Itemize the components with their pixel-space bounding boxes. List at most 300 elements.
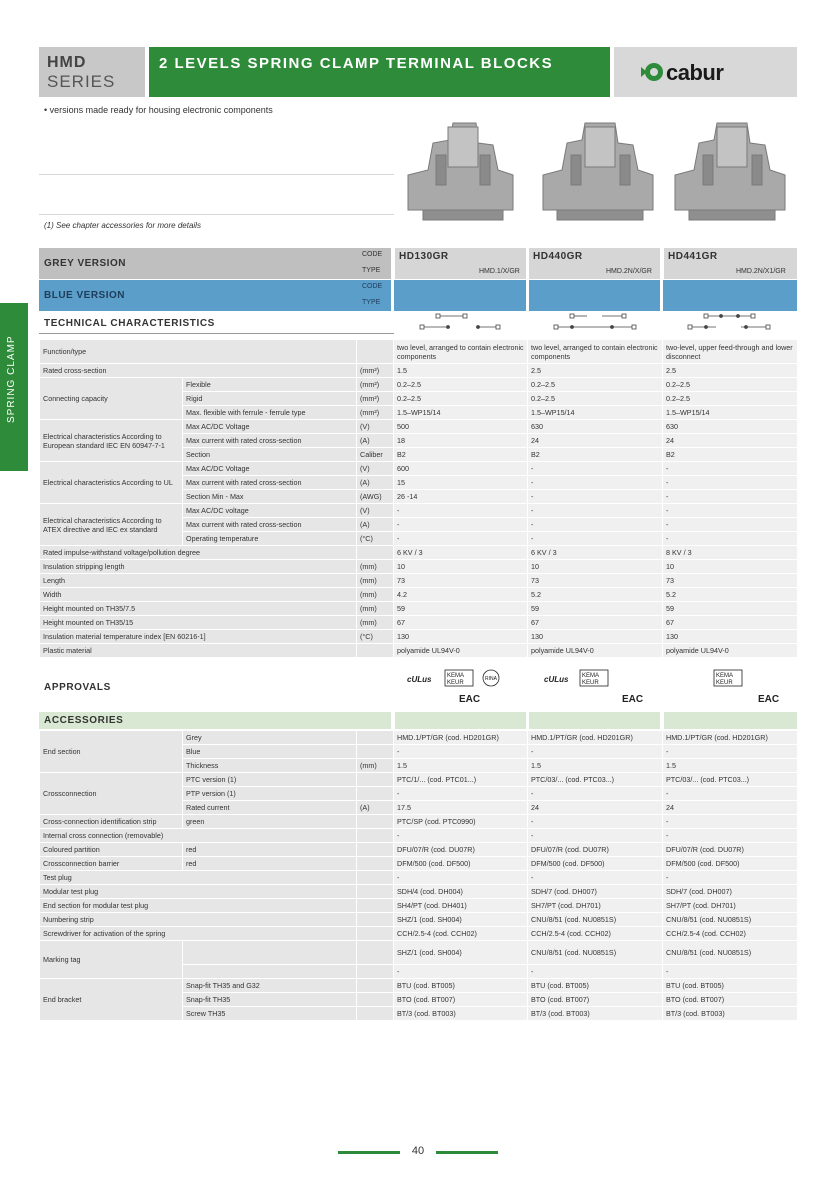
table-row	[40, 420, 798, 434]
cell-value: -	[663, 965, 798, 979]
table-row	[40, 504, 798, 518]
row-unit	[357, 644, 394, 658]
row-unit	[357, 731, 394, 745]
row-unit	[357, 871, 394, 885]
row-label: Insulation stripping length	[40, 560, 357, 574]
cell-value: PTC/1/... (cod. PTC01...)	[394, 773, 528, 787]
cell-value: SHZ/1 (cod. SH004)	[394, 913, 528, 927]
cell-value: HMD.1/PT/GR (cod. HD201GR)	[394, 731, 528, 745]
cell-value: 73	[663, 574, 798, 588]
series-box	[39, 47, 145, 97]
svg-text:EAC: EAC	[758, 694, 780, 705]
cell-value: 500	[394, 420, 528, 434]
brand-name: cabur	[666, 60, 724, 85]
cell-value: 24	[663, 434, 798, 448]
table-row	[40, 340, 798, 364]
side-tab-label: SPRING CLAMP	[6, 335, 17, 423]
cell-value: 18	[394, 434, 528, 448]
cell-value: DFM/500 (cod. DF500)	[528, 857, 663, 871]
series-word: SERIES	[47, 72, 116, 91]
row-unit	[357, 815, 394, 829]
row-sublabel: Max. flexible with ferrule - ferrule type	[183, 406, 357, 420]
row-label: Insulation material temperature index [EN 60216-1]	[40, 630, 357, 644]
cell-value: -	[663, 462, 798, 476]
row-sublabel	[183, 941, 357, 965]
cell-value: HMD.1/PT/GR (cod. HD201GR)	[528, 731, 663, 745]
cell-value: 17.5	[394, 801, 528, 815]
cell-value: BT/3 (cod. BT003)	[528, 1007, 663, 1021]
cell-value: B2	[663, 448, 798, 462]
product-code: HD441GR	[668, 251, 718, 262]
cell-value: B2	[528, 448, 663, 462]
row-label: Crossconnection barrier	[40, 857, 183, 871]
row-label: Marking tag	[40, 941, 183, 979]
row-unit: (mm²)	[357, 392, 394, 406]
footer-line	[338, 1151, 400, 1154]
cell-value: 0.2–2.5	[663, 392, 798, 406]
divider	[39, 174, 394, 175]
technical-title: TECHNICAL CHARACTERISTICS	[44, 318, 215, 329]
cell-value: 15	[394, 476, 528, 490]
row-unit	[357, 773, 394, 787]
cell-value: 10	[394, 560, 528, 574]
row-sublabel: Max current with rated cross-section	[183, 434, 357, 448]
row-label: Electrical characteristics According to ATEX directive and IEC ex standard	[40, 504, 183, 546]
row-unit	[357, 927, 394, 941]
cell-value: 5.2	[663, 588, 798, 602]
row-unit	[357, 899, 394, 913]
cell-value: -	[663, 490, 798, 504]
row-unit	[357, 913, 394, 927]
cell-value: -	[528, 871, 663, 885]
row-sublabel: Rigid	[183, 392, 357, 406]
cell-value: 10	[528, 560, 663, 574]
accessories-header	[39, 712, 797, 729]
row-unit	[357, 843, 394, 857]
cell-value: 59	[663, 602, 798, 616]
svg-text:KEUR: KEUR	[447, 680, 464, 686]
page-number: 40	[411, 1145, 425, 1157]
row-sublabel: Snap-fit TH35 and G32	[183, 979, 357, 993]
cell-value: 130	[394, 630, 528, 644]
cell-value: -	[663, 476, 798, 490]
row-unit: (A)	[357, 476, 394, 490]
cell-value: two level, arranged to contain electronic components	[394, 340, 528, 364]
row-label: Rated cross-section	[40, 364, 357, 378]
table-row	[40, 927, 798, 941]
cell-value: 1.5–WP15/14	[394, 406, 528, 420]
cell-value: 73	[394, 574, 528, 588]
divider	[39, 214, 394, 215]
table-row	[40, 546, 798, 560]
cell-value: 0.2–2.5	[394, 378, 528, 392]
cell-value: CCH/2.5-4 (cod. CCH02)	[528, 927, 663, 941]
bullet-note: • versions made ready for housing electronic components	[44, 105, 273, 115]
cell-value: -	[528, 476, 663, 490]
product-type: HMD.2N/X1/GR	[736, 268, 786, 275]
row-unit: (°C)	[357, 532, 394, 546]
table-row	[40, 857, 798, 871]
cell-value: 0.2–2.5	[528, 378, 663, 392]
table-row	[40, 588, 798, 602]
row-unit	[357, 546, 394, 560]
row-unit: (mm)	[357, 602, 394, 616]
cell-value: 0.2–2.5	[663, 378, 798, 392]
row-unit	[357, 941, 394, 965]
row-label: Cross-connection identification strip	[40, 815, 183, 829]
cell-value: -	[394, 871, 528, 885]
row-unit: (A)	[357, 518, 394, 532]
cell-value: -	[528, 518, 663, 532]
row-sublabel: green	[183, 815, 357, 829]
row-sublabel: red	[183, 843, 357, 857]
row-unit: Caliber	[357, 448, 394, 462]
schematic-icon	[418, 312, 508, 332]
cell-value: two level, arranged to contain electronic components	[528, 340, 663, 364]
cell-value: 6 KV / 3	[394, 546, 528, 560]
cell-value: BTO (cod. BT007)	[528, 993, 663, 1007]
side-tab	[0, 303, 28, 471]
row-unit	[357, 340, 394, 364]
table-row	[40, 644, 798, 658]
cell-value: 2.5	[528, 364, 663, 378]
row-sublabel: Max current with rated cross-section	[183, 518, 357, 532]
row-unit: (V)	[357, 504, 394, 518]
brand-logo	[614, 47, 797, 97]
cell-value: 24	[528, 801, 663, 815]
cell-value: SH7/PT (cod. DH701)	[528, 899, 663, 913]
cell-value: -	[528, 532, 663, 546]
table-row	[40, 913, 798, 927]
row-sublabel: Max AC/DC Voltage	[183, 462, 357, 476]
product-image-hd130gr	[398, 115, 523, 230]
cell-value: SDH/7 (cod. DH007)	[528, 885, 663, 899]
cell-value: CNU/8/51 (cod. NU0851S)	[663, 913, 798, 927]
row-sublabel: Blue	[183, 745, 357, 759]
row-label: Rated impulse-withstand voltage/pollution degree	[40, 546, 357, 560]
cell-value: polyamide UL94V-0	[528, 644, 663, 658]
cell-value: BTU (cod. BT005)	[394, 979, 528, 993]
certification-marks-icon	[540, 668, 644, 708]
row-label: Test plug	[40, 871, 357, 885]
row-sublabel: Max AC/DC Voltage	[183, 420, 357, 434]
cell-value: BTU (cod. BT005)	[528, 979, 663, 993]
svg-text:EAC: EAC	[459, 694, 481, 705]
row-unit: (A)	[357, 434, 394, 448]
cell-value: 10	[663, 560, 798, 574]
row-label: Height mounted on TH35/15	[40, 616, 357, 630]
footer-line	[436, 1151, 498, 1154]
row-label: Crossconnection	[40, 773, 183, 815]
svg-text:KEMA: KEMA	[582, 673, 600, 679]
cell-value: -	[394, 829, 528, 843]
product-code: HD130GR	[399, 251, 449, 262]
cell-value: -	[394, 504, 528, 518]
cell-value: -	[394, 518, 528, 532]
cell-value: 24	[528, 434, 663, 448]
cell-value: PTC/03/... (cod. PTC03...)	[528, 773, 663, 787]
cell-value: B2	[394, 448, 528, 462]
cabur-logo-icon	[614, 47, 797, 97]
cell-value: 2.5	[663, 364, 798, 378]
cell-value: -	[663, 829, 798, 843]
row-label: Length	[40, 574, 357, 588]
cell-value: -	[528, 745, 663, 759]
row-sublabel: red	[183, 857, 357, 871]
cell-value: -	[394, 965, 528, 979]
cell-value: CNU/8/51 (cod. NU0851S)	[663, 941, 798, 965]
code-label: CODE	[362, 251, 383, 258]
svg-text:RINA: RINA	[485, 676, 497, 682]
row-unit	[357, 787, 394, 801]
svg-text:KEUR: KEUR	[716, 680, 733, 686]
cell-value: 5.2	[528, 588, 663, 602]
cell-value: HMD.1/PT/GR (cod. HD201GR)	[663, 731, 798, 745]
row-label: Height mounted on TH35/7.5	[40, 602, 357, 616]
row-unit	[357, 1007, 394, 1021]
cell-value: DFU/07/R (cod. DU07R)	[394, 843, 528, 857]
cell-value: 1.5	[528, 759, 663, 773]
cell-value: -	[663, 745, 798, 759]
row-label: End section for modular test plug	[40, 899, 357, 913]
row-unit	[357, 745, 394, 759]
row-unit	[357, 857, 394, 871]
cell-value: CCH/2.5-4 (cod. CCH02)	[663, 927, 798, 941]
table-row	[40, 378, 798, 392]
cell-value: CCH/2.5-4 (cod. CCH02)	[394, 927, 528, 941]
table-row	[40, 574, 798, 588]
row-unit: (AWG)	[357, 490, 394, 504]
row-unit: (mm)	[357, 616, 394, 630]
cell-value: 0.2–2.5	[528, 392, 663, 406]
row-sublabel	[183, 965, 357, 979]
approvals-title: APPROVALS	[44, 682, 111, 693]
row-label: Connecting capacity	[40, 378, 183, 420]
product-code: HD440GR	[533, 251, 583, 262]
cell-value: -	[394, 745, 528, 759]
cell-value: CNU/8/51 (cod. NU0851S)	[528, 941, 663, 965]
cell-value: 59	[394, 602, 528, 616]
cell-value: -	[528, 462, 663, 476]
row-sublabel: Thickness	[183, 759, 357, 773]
row-unit: (mm)	[357, 574, 394, 588]
row-label: Plastic material	[40, 644, 357, 658]
cell-value: 630	[528, 420, 663, 434]
row-sublabel: Rated current	[183, 801, 357, 815]
row-unit: (V)	[357, 420, 394, 434]
row-sublabel: Flexible	[183, 378, 357, 392]
svg-text:cULus: cULus	[544, 675, 569, 684]
cell-value: -	[663, 504, 798, 518]
cell-value: DFU/07/R (cod. DU07R)	[528, 843, 663, 857]
svg-text:KEMA: KEMA	[447, 673, 465, 679]
row-label: Function/type	[40, 340, 357, 364]
cell-value: -	[663, 787, 798, 801]
cell-value: two-level, upper feed-through and lower disconnect	[663, 340, 798, 364]
row-label: Modular test plug	[40, 885, 357, 899]
cell-value: SHZ/1 (cod. SH004)	[394, 941, 528, 965]
cell-value: polyamide UL94V-0	[394, 644, 528, 658]
cell-value: -	[528, 787, 663, 801]
table-row	[40, 979, 798, 993]
cell-value: 59	[528, 602, 663, 616]
cell-value: -	[663, 815, 798, 829]
row-unit	[357, 829, 394, 843]
cell-value: BT/3 (cod. BT003)	[663, 1007, 798, 1021]
row-label: Coloured partition	[40, 843, 183, 857]
row-label: Electrical characteristics According to UL	[40, 462, 183, 504]
cell-value: DFM/500 (cod. DF500)	[663, 857, 798, 871]
product-type: HMD.1/X/GR	[479, 268, 520, 275]
row-sublabel: Grey	[183, 731, 357, 745]
cell-value: -	[528, 965, 663, 979]
row-sublabel: Screw TH35	[183, 1007, 357, 1021]
row-unit: (V)	[357, 462, 394, 476]
cell-value: 73	[528, 574, 663, 588]
product-image-hd440gr	[535, 115, 660, 230]
table-row	[40, 815, 798, 829]
table-row	[40, 364, 798, 378]
cell-value: 24	[663, 801, 798, 815]
accessories-title: ACCESSORIES	[44, 715, 124, 726]
cell-value: -	[528, 829, 663, 843]
type-label: TYPE	[362, 299, 381, 306]
cell-value: 0.2–2.5	[394, 392, 528, 406]
cell-value: 1.5–WP15/14	[663, 406, 798, 420]
schematic-icon	[686, 312, 776, 332]
row-label: End bracket	[40, 979, 183, 1021]
row-unit: (mm)	[357, 560, 394, 574]
type-label: TYPE	[362, 267, 381, 274]
cell-value: -	[663, 518, 798, 532]
cell-value: -	[528, 504, 663, 518]
cell-value: 8 KV / 3	[663, 546, 798, 560]
table-row	[40, 899, 798, 913]
product-image-hd441gr	[667, 115, 792, 230]
cell-value: 4.2	[394, 588, 528, 602]
table-row	[40, 630, 798, 644]
svg-text:KEUR: KEUR	[582, 680, 599, 686]
approval-marks	[403, 668, 513, 708]
series-code: HMD	[47, 54, 87, 71]
row-sublabel: Section	[183, 448, 357, 462]
row-label: Width	[40, 588, 357, 602]
row-sublabel: Operating temperature	[183, 532, 357, 546]
approval-marks	[700, 668, 790, 708]
table-row	[40, 843, 798, 857]
cell-value: 630	[663, 420, 798, 434]
technical-table	[39, 339, 798, 658]
approval-marks	[540, 668, 644, 708]
cell-value: BTU (cod. BT005)	[663, 979, 798, 993]
product-type: HMD.2N/X/GR	[606, 268, 652, 275]
row-sublabel: PTC version (1)	[183, 773, 357, 787]
row-unit: (mm²)	[357, 406, 394, 420]
cell-value: DFM/500 (cod. DF500)	[394, 857, 528, 871]
svg-text:KEMA: KEMA	[716, 673, 734, 679]
cell-value: 1.5	[394, 759, 528, 773]
cell-value: 6 KV / 3	[528, 546, 663, 560]
row-unit: (mm)	[357, 759, 394, 773]
grey-version-row	[39, 248, 797, 279]
cell-value: -	[394, 532, 528, 546]
cell-value: BTO (cod. BT007)	[394, 993, 528, 1007]
cell-value: SDH/7 (cod. DH007)	[663, 885, 798, 899]
row-sublabel: Snap-fit TH35	[183, 993, 357, 1007]
cell-value: BTO (cod. BT007)	[663, 993, 798, 1007]
row-unit: (°C)	[357, 630, 394, 644]
table-row	[40, 462, 798, 476]
row-unit	[357, 965, 394, 979]
cell-value: SH7/PT (cod. DH701)	[663, 899, 798, 913]
row-label: Numbering strip	[40, 913, 357, 927]
cell-value: PTC/SP (cod. PTC0990)	[394, 815, 528, 829]
table-row	[40, 616, 798, 630]
table-row	[40, 602, 798, 616]
cell-value: polyamide UL94V-0	[663, 644, 798, 658]
cell-value: 67	[394, 616, 528, 630]
row-unit: (mm)	[357, 588, 394, 602]
cell-value: PTC/03/... (cod. PTC03...)	[663, 773, 798, 787]
cell-value: -	[528, 490, 663, 504]
row-unit	[357, 993, 394, 1007]
accessories-table	[39, 730, 798, 1021]
certification-marks-icon	[403, 668, 513, 708]
row-sublabel: Max AC/DC voltage	[183, 504, 357, 518]
cell-value: SDH/4 (cod. DH004)	[394, 885, 528, 899]
cell-value: -	[394, 787, 528, 801]
code-label: CODE	[362, 283, 383, 290]
cell-value: -	[663, 871, 798, 885]
page-title-bar	[149, 47, 610, 97]
certification-marks-icon	[700, 668, 790, 708]
page-title: 2 LEVELS SPRING CLAMP TERMINAL BLOCKS	[159, 55, 554, 72]
row-sublabel: Max current with rated cross-section	[183, 476, 357, 490]
cell-value: 1.5–WP15/14	[528, 406, 663, 420]
row-label: End section	[40, 731, 183, 773]
row-sublabel: PTP version (1)	[183, 787, 357, 801]
row-label: Screwdriver for activation of the spring	[40, 927, 357, 941]
accessory-note: (1) See chapter accessories for more details	[44, 221, 201, 230]
cell-value: 67	[663, 616, 798, 630]
cell-value: BT/3 (cod. BT003)	[394, 1007, 528, 1021]
row-unit: (mm²)	[357, 364, 394, 378]
cell-value: -	[528, 815, 663, 829]
row-unit: (mm²)	[357, 378, 394, 392]
table-row	[40, 829, 798, 843]
cell-value: 1.5	[394, 364, 528, 378]
row-label: Electrical characteristics According to European standard IEC EN 60947-7-1	[40, 420, 183, 462]
cell-value: 1.5	[663, 759, 798, 773]
cell-value: -	[663, 532, 798, 546]
blue-version-row	[39, 280, 797, 311]
cell-value: 130	[663, 630, 798, 644]
cell-value: DFU/07/R (cod. DU07R)	[663, 843, 798, 857]
cell-value: SH4/PT (cod. DH401)	[394, 899, 528, 913]
schematic-icon	[552, 312, 642, 332]
cell-value: CNU/8/51 (cod. NU0851S)	[528, 913, 663, 927]
table-row	[40, 731, 798, 745]
row-unit	[357, 885, 394, 899]
table-row	[40, 941, 798, 965]
cell-value: 130	[528, 630, 663, 644]
table-row	[40, 885, 798, 899]
cell-value: 67	[528, 616, 663, 630]
svg-text:cULus: cULus	[407, 675, 432, 684]
table-row	[40, 871, 798, 885]
grey-version-label: GREY VERSION	[44, 258, 126, 269]
row-label: Internal cross connection (removable)	[40, 829, 357, 843]
